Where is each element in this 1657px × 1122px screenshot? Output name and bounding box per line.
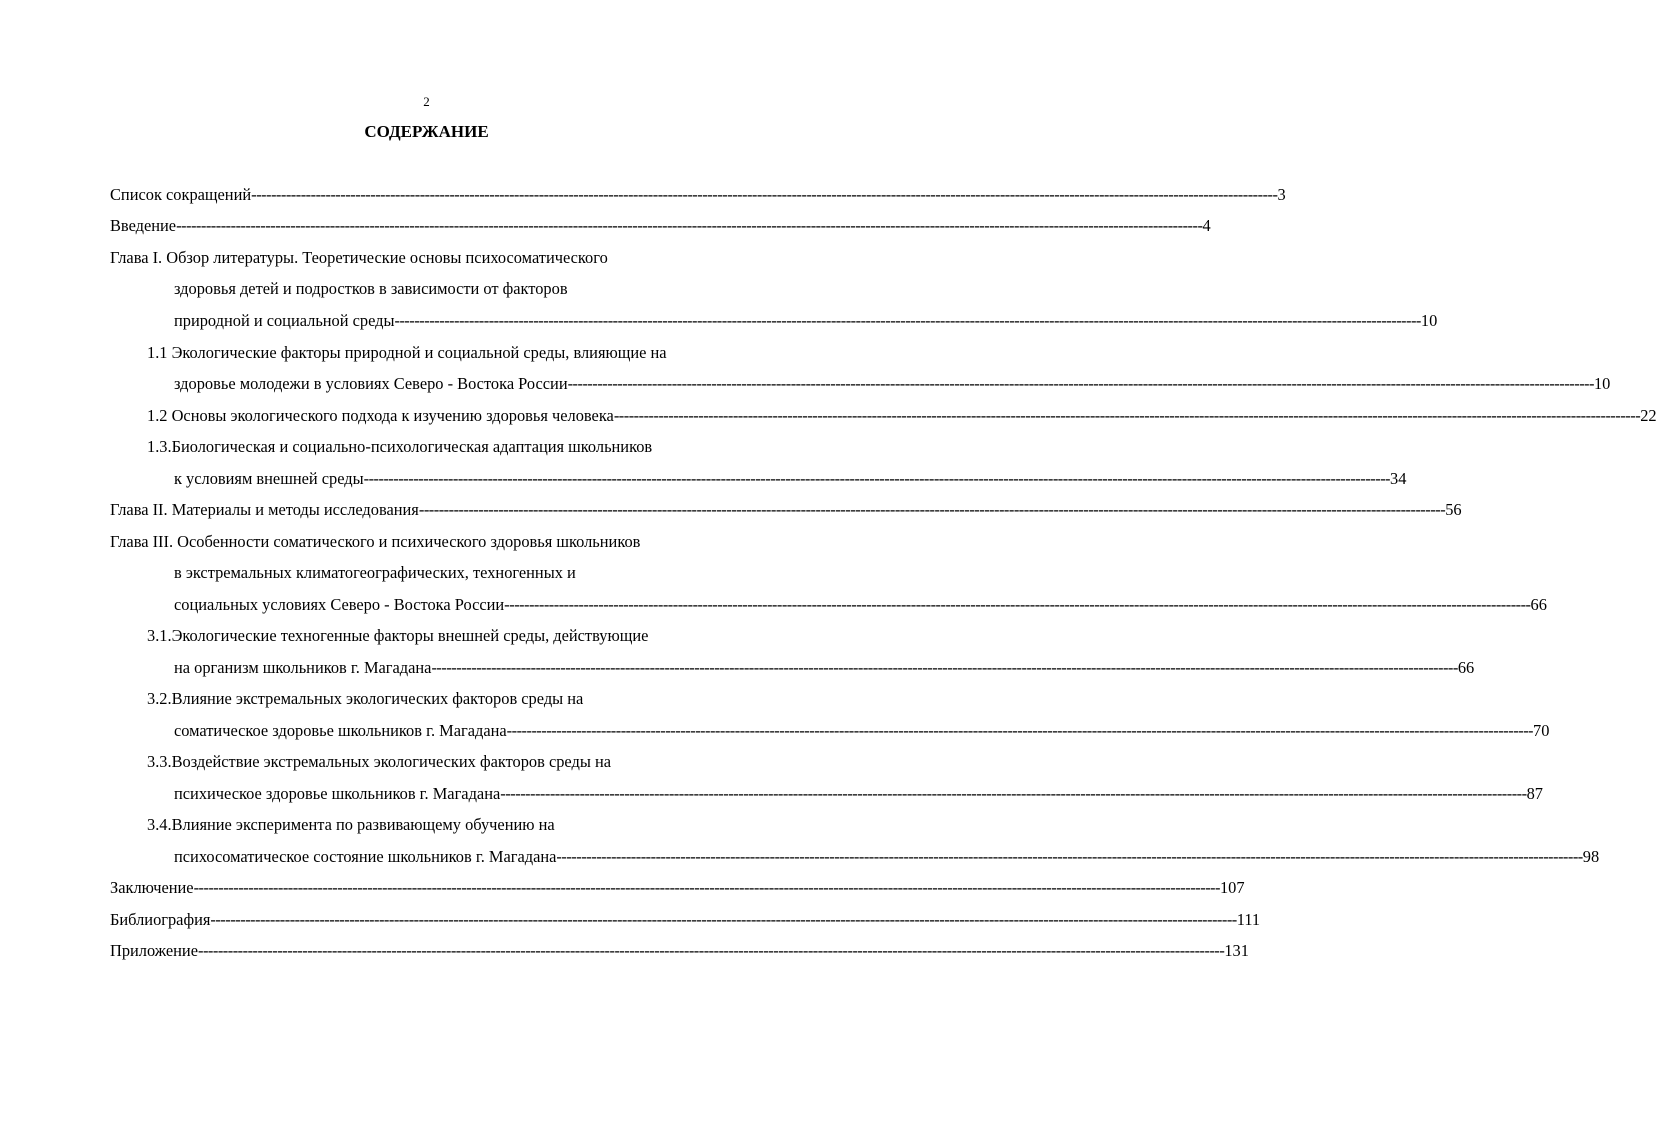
toc-entry-title: Заключение — [110, 878, 194, 897]
page-title: СОДЕРЖАНИЕ — [364, 122, 489, 141]
toc-entry-title: в экстремальных климатогеографических, техногенных и — [174, 563, 576, 582]
toc-leader: --------------------------------------------------------------------------------------------------------------------------------------------------------------------------------------------------------------- — [504, 595, 1531, 614]
toc-entry — [110, 214, 1211, 238]
toc-leader: --------------------------------------------------------------------------------------------------------------------------------------------------------------------------------------------------------------- — [506, 721, 1534, 740]
toc-entry — [174, 845, 1600, 869]
toc-entry — [110, 498, 1462, 522]
toc-leader: --------------------------------------------------------------------------------------------------------------------------------------------------------------------------------------------------------------- — [613, 406, 1641, 425]
toc-entry-title: соматическое здоровье школьников г. Магадана — [174, 721, 507, 740]
toc-leader: --------------------------------------------------------------------------------------------------------------------------------------------------------------------------------------------------------------- — [363, 469, 1390, 488]
toc-leader: --------------------------------------------------------------------------------------------------------------------------------------------------------------------------------------------------------------- — [418, 500, 1446, 519]
toc-entry — [110, 908, 1261, 932]
toc-entry-title: Глава II. Материалы и методы исследования — [110, 500, 419, 519]
toc-entry-page: 66 — [1457, 658, 1475, 677]
toc-entry-title: природной и социальной среды — [174, 311, 395, 330]
toc-entry-title: Глава III. Особенности соматического и психического здоровья школьников — [110, 532, 641, 551]
toc-entry-title: 3.2.Влияние экстремальных экологических факторов среды на — [147, 689, 584, 708]
toc-entry — [174, 309, 1438, 333]
toc-entry-title: Библиография — [110, 910, 211, 929]
toc-entry-page: 56 — [1445, 500, 1462, 519]
toc-entry-title: Глава I. Обзор литературы. Теоретические основы психосоматического — [110, 248, 608, 267]
toc-entry-title: Введение — [110, 216, 177, 235]
toc-entry-title: психосоматическое состояние школьников г. Магадана — [174, 847, 557, 866]
toc-entry-title: психическое здоровье школьников г. Магадана — [174, 784, 501, 803]
toc-entry-title: на организм школьников г. Магадана — [174, 658, 432, 677]
toc-entry-page: 66 — [1530, 595, 1547, 614]
toc-entry — [174, 593, 1547, 617]
toc-entry-page: 34 — [1390, 469, 1407, 488]
toc-entry — [110, 876, 1245, 900]
toc-entry — [174, 782, 1543, 806]
toc-entry-page: 131 — [1224, 941, 1249, 960]
toc-entry-title: к условиям внешней среды — [174, 469, 364, 488]
toc-entry-title: 1.2 Основы экологического подхода к изучению здоровья человека — [147, 406, 614, 425]
toc-entry-title: Приложение — [110, 941, 198, 960]
toc-leader: --------------------------------------------------------------------------------------------------------------------------------------------------------------------------------------------------------------- — [176, 216, 1203, 235]
toc-entry-title: здоровья детей и подростков в зависимости от факторов — [174, 279, 568, 298]
toc-entry-page: 70 — [1533, 721, 1550, 740]
toc-entry-title: здоровье молодежи в условиях Северо - Востока России — [174, 374, 568, 393]
toc-entry — [174, 719, 1550, 743]
toc-entry-page: 98 — [1582, 847, 1600, 866]
toc-entry — [174, 372, 1611, 396]
toc-entry-page: 107 — [1219, 878, 1245, 897]
toc-entry-title: Список сокращений — [110, 185, 252, 204]
toc-entry-title: 1.3.Биологическая и социально-психологическая адаптация школьников — [147, 437, 653, 456]
toc-entry-page: 111 — [1236, 910, 1261, 929]
toc-leader: --------------------------------------------------------------------------------------------------------------------------------------------------------------------------------------------------------------- — [210, 910, 1237, 929]
toc-entry — [174, 467, 1407, 491]
toc-entry — [174, 656, 1475, 680]
toc-leader: --------------------------------------------------------------------------------------------------------------------------------------------------------------------------------------------------------------- — [193, 878, 1220, 897]
toc-entry-title: 1.1 Экологические факторы природной и социальной среды, влияющие на — [147, 343, 667, 362]
toc-leader: --------------------------------------------------------------------------------------------------------------------------------------------------------------------------------------------------------------- — [251, 185, 1278, 204]
toc-entry-title: 3.1.Экологические техногенные факторы внешней среды, действующие — [147, 626, 649, 645]
toc-entry — [147, 404, 1657, 428]
toc-entry — [110, 939, 1249, 963]
toc-leader: --------------------------------------------------------------------------------------------------------------------------------------------------------------------------------------------------------------- — [500, 784, 1527, 803]
toc-entry — [110, 183, 1286, 207]
toc-entry-page: 4 — [1202, 216, 1211, 235]
toc-entry-title: социальных условиях Северо - Востока России — [174, 595, 505, 614]
toc-entry-page: 22 — [1640, 406, 1657, 425]
toc-leader: --------------------------------------------------------------------------------------------------------------------------------------------------------------------------------------------------------------- — [394, 311, 1421, 330]
toc-entry-page: 10 — [1593, 374, 1611, 393]
toc-entry-page: 87 — [1526, 784, 1543, 803]
toc-entry-page: 3 — [1277, 185, 1286, 204]
toc-entry-page: 10 — [1420, 311, 1438, 330]
toc-leader: --------------------------------------------------------------------------------------------------------------------------------------------------------------------------------------------------------------- — [197, 941, 1225, 960]
toc-entry-title: 3.3.Воздействие экстремальных экологических факторов среды на — [147, 752, 611, 771]
toc-leader: --------------------------------------------------------------------------------------------------------------------------------------------------------------------------------------------------------------- — [556, 847, 1583, 866]
page-number: 2 — [423, 94, 430, 109]
toc-leader: --------------------------------------------------------------------------------------------------------------------------------------------------------------------------------------------------------------- — [431, 658, 1458, 677]
toc-entry-title: 3.4.Влияние эксперимента по развивающему обучению на — [147, 815, 555, 834]
toc-leader: --------------------------------------------------------------------------------------------------------------------------------------------------------------------------------------------------------------- — [567, 374, 1594, 393]
